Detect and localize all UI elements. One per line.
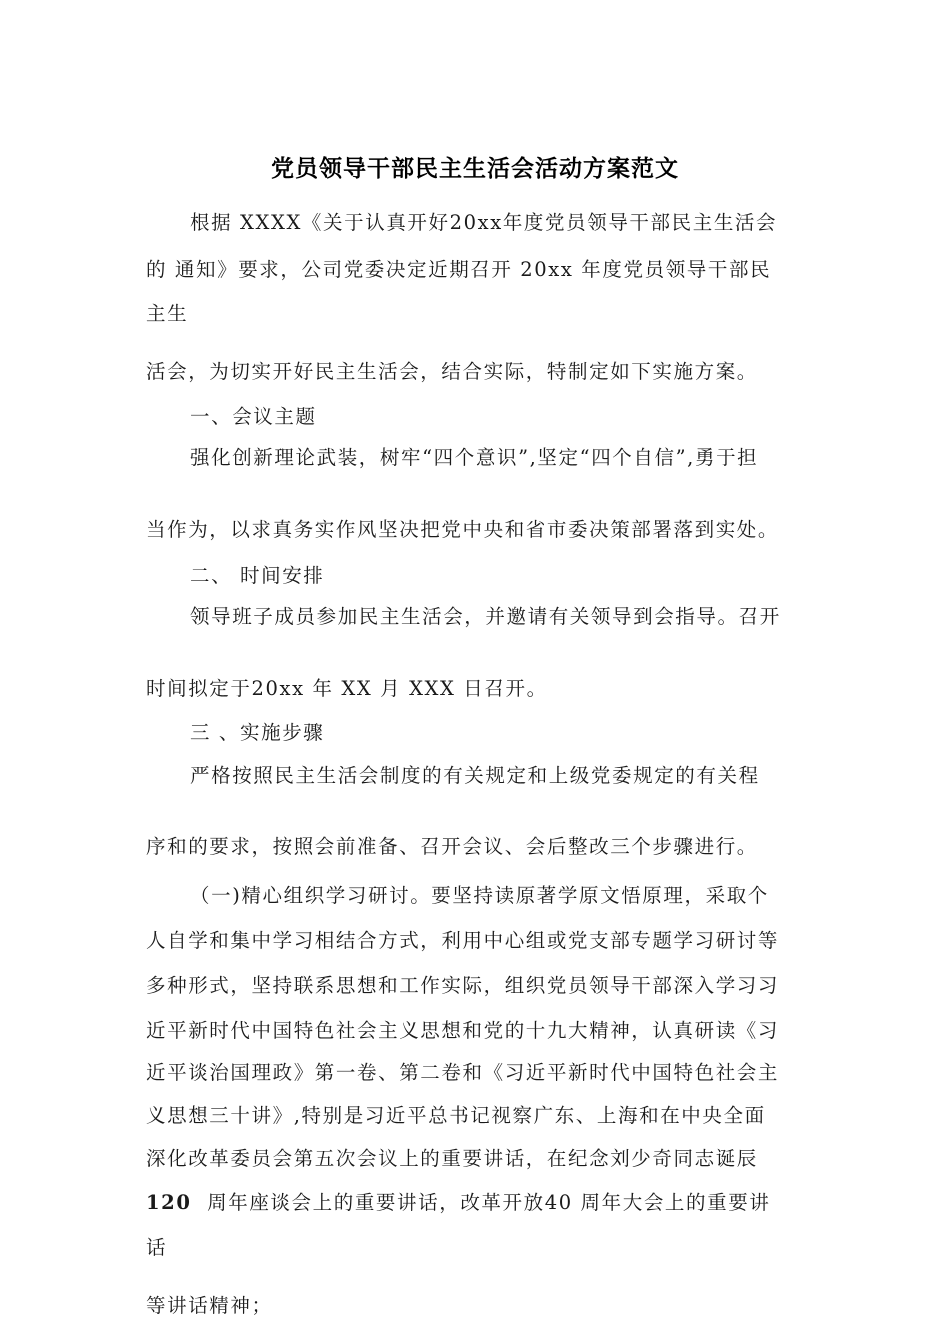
paragraph-line: 严格按照民主生活会制度的有关规定和上级党委规定的有关程	[190, 764, 760, 787]
paragraph-line: 等讲话精神；	[146, 1294, 273, 1317]
paragraph-line: 话	[146, 1236, 168, 1259]
paragraph-line: 主生	[146, 302, 189, 325]
section-heading: 三 、实施步骤	[190, 721, 325, 744]
anniversary-number: 120	[146, 1191, 192, 1214]
paragraph-line: 时间拟定于20xx 年 XX 月 XXX 日召开。	[146, 677, 548, 700]
paragraph-line: 的 通知》要求，公司党委决定近期召开 20xx 年度党员领导干部民	[146, 258, 772, 281]
paragraph-line: 序和的要求，按照会前准备、召开会议、会后整改三个步骤进行。	[146, 835, 758, 858]
paragraph-line-text: 周年座谈会上的重要讲话，改革开放40 周年大会上的重要讲	[207, 1191, 771, 1214]
paragraph-line: 人自学和集中学习相结合方式，利用中心组或党支部专题学习研讨等	[146, 929, 780, 952]
paragraph-line: 多种形式，坚持联系思想和工作实际，组织党员领导干部深入学习习	[146, 974, 780, 997]
section-heading: 二、 时间安排	[190, 564, 325, 587]
paragraph-line: 义思想三十讲》,特别是习近平总书记视察广东、上海和在中央全面	[146, 1104, 766, 1127]
paragraph-line: 深化改革委员会第五次会议上的重要讲话，在纪念刘少奇同志诞辰	[146, 1147, 758, 1170]
paragraph-line: 近平谈治国理政》第一卷、第二卷和《习近平新时代中国特色社会主	[146, 1061, 780, 1084]
paragraph-line: 领导班子成员参加民主生活会，并邀请有关领导到会指导。召开	[190, 605, 781, 628]
paragraph-line: （一)精心组织学习研讨。要坚持读原著学原文悟原理，采取个	[190, 884, 769, 907]
paragraph-line: 根据 XXXX《关于认真开好20xx年度党员领导干部民主生活会	[190, 211, 778, 234]
paragraph-line	[146, 1187, 770, 1215]
document-title: 党员领导干部民主生活会活动方案范文	[271, 156, 679, 182]
paragraph-line: 近平新时代中国特色社会主义思想和党的十九大精神，认真研读《习	[146, 1019, 780, 1042]
paragraph-line: 当作为，以求真务实作风坚决把党中央和省市委决策部署落到实处。	[146, 518, 780, 541]
paragraph-line: 活会，为切实开好民主生活会，结合实际，特制定如下实施方案。	[146, 360, 758, 383]
section-heading: 一、会议主题	[190, 405, 317, 428]
paragraph-line: 强化创新理论武装，树牢“四个意识”,坚定“四个自信”,勇于担	[190, 446, 759, 469]
